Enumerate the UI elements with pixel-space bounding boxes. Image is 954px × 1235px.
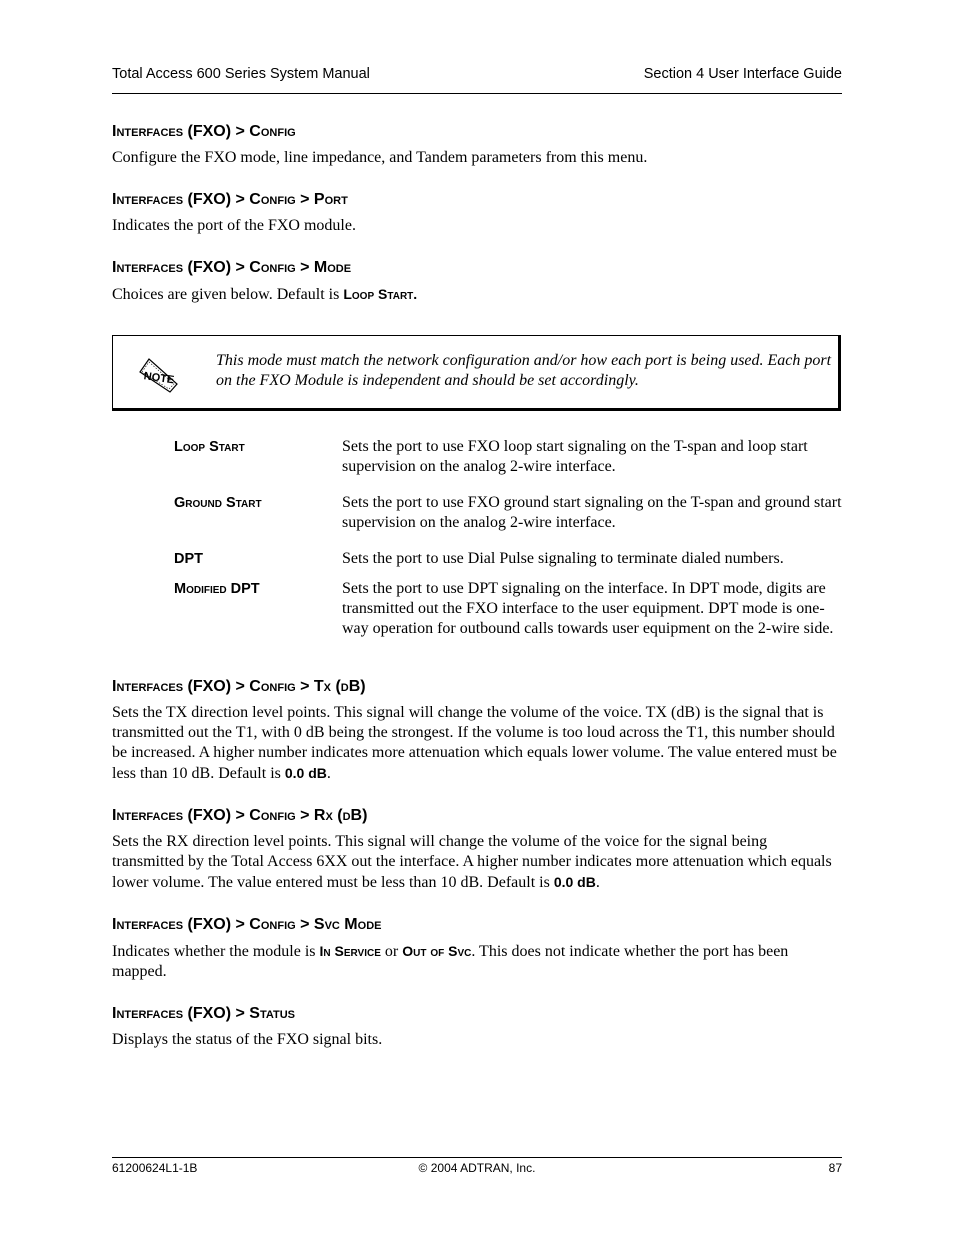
footer-doc-number: 61200624L1-1B xyxy=(112,1161,198,1175)
heading-config: Interfaces (FXO) > Config xyxy=(112,123,296,140)
svc-mode-suffix: . This does not indicate whether the port has been mapped. xyxy=(112,943,789,980)
choice-term: Loop Start xyxy=(174,439,245,455)
choice-loop-start xyxy=(174,437,842,477)
svg-text:NOTE: NOTE xyxy=(143,370,175,387)
tx-default-value: 0.0 dB xyxy=(284,765,327,781)
choice-dpt xyxy=(174,549,842,569)
rx-description xyxy=(112,832,842,893)
mode-choices-list xyxy=(174,437,842,639)
mode-description-text: Choices are given below. Default is xyxy=(112,286,344,303)
svc-mode-or: or xyxy=(380,943,403,960)
tx-description xyxy=(112,703,842,784)
footer-page-number: 87 xyxy=(828,1161,842,1175)
choice-description: Sets the port to use FXO ground start signaling on the T-span and ground start supervision on the analog 2-wire interface. xyxy=(342,494,842,531)
page-header xyxy=(112,65,842,94)
choice-term: Modified DPT xyxy=(174,581,260,597)
rx-default-value: 0.0 dB xyxy=(553,874,596,890)
choice-ground-start xyxy=(174,493,842,533)
svc-option-in-service: In Service xyxy=(319,943,381,959)
page-content xyxy=(112,122,842,1050)
rx-description-suffix: . xyxy=(595,874,600,891)
status-description: Displays the status of the FXO signal bits. xyxy=(112,1031,383,1048)
choice-modified-dpt xyxy=(174,579,842,639)
heading-tx: Interfaces (FXO) > Config > Tx (dB) xyxy=(112,678,366,695)
header-manual-title: Total Access 600 Series System Manual xyxy=(112,66,370,82)
choice-description: Sets the port to use FXO loop start signaling on the T-span and loop start supervision on the analog 2-wire interface. xyxy=(342,438,808,475)
heading-svc-mode: Interfaces (FXO) > Config > Svc Mode xyxy=(112,916,382,933)
heading-port: Interfaces (FXO) > Config > Port xyxy=(112,191,348,208)
config-description: Configure the FXO mode, line impedance, and Tandem parameters from this menu. xyxy=(112,149,648,166)
port-description: Indicates the port of the FXO module. xyxy=(112,217,356,234)
tx-description-text: Sets the TX direction level points. This signal will change the volume of the voice. TX (dB) is the signal that is transmitted out the T1, with 0 dB being the strongest. If the volume is too loud across the T1, this number should be increased. A higher number indicates more attenuation which equals lower volume. The value entered must be less than 10 dB. Default is xyxy=(112,704,837,782)
heading-rx: Interfaces (FXO) > Config > Rx (dB) xyxy=(112,807,368,824)
svc-option-out-of-svc: Out of Svc xyxy=(402,943,472,959)
mode-description xyxy=(112,284,842,305)
heading-status: Interfaces (FXO) > Status xyxy=(112,1005,295,1022)
header-section-title: Section 4 User Interface Guide xyxy=(643,66,842,82)
svc-mode-text: Indicates whether the module is xyxy=(112,943,320,960)
rx-description-text: Sets the RX direction level points. This signal will change the volume of the voice for the signal being transmitted by the Total Access 6XX out the interface. A higher number indicates more attenuation which equals lower volume. The value entered must be less than 10 dB. Default is xyxy=(112,833,832,891)
note-box xyxy=(112,335,841,411)
footer-copyright: © 2004 ADTRAN, Inc. xyxy=(418,1161,536,1175)
note-text: This mode must match the network configuration and/or how each port is being used. Each port on the FXO Module is independent and should be set accordingly. xyxy=(216,352,832,389)
tx-description-suffix: . xyxy=(326,765,331,782)
choice-term: Ground Start xyxy=(174,495,262,511)
choice-term: DPT xyxy=(174,551,203,567)
svc-mode-description xyxy=(112,941,842,982)
note-icon xyxy=(137,356,179,394)
choice-description: Sets the port to use Dial Pulse signaling to terminate dialed numbers. xyxy=(342,550,784,567)
choice-description: Sets the port to use DPT signaling on the interface. In DPT mode, digits are transmitted out the FXO interface to the user equipment. DPT mode is one-way operation for outbound calls towards user equipment on the 2-wire side. xyxy=(342,580,834,637)
heading-mode: Interfaces (FXO) > Config > Mode xyxy=(112,259,352,276)
mode-default-value: Loop Start. xyxy=(343,286,418,302)
page-footer xyxy=(112,1157,842,1175)
